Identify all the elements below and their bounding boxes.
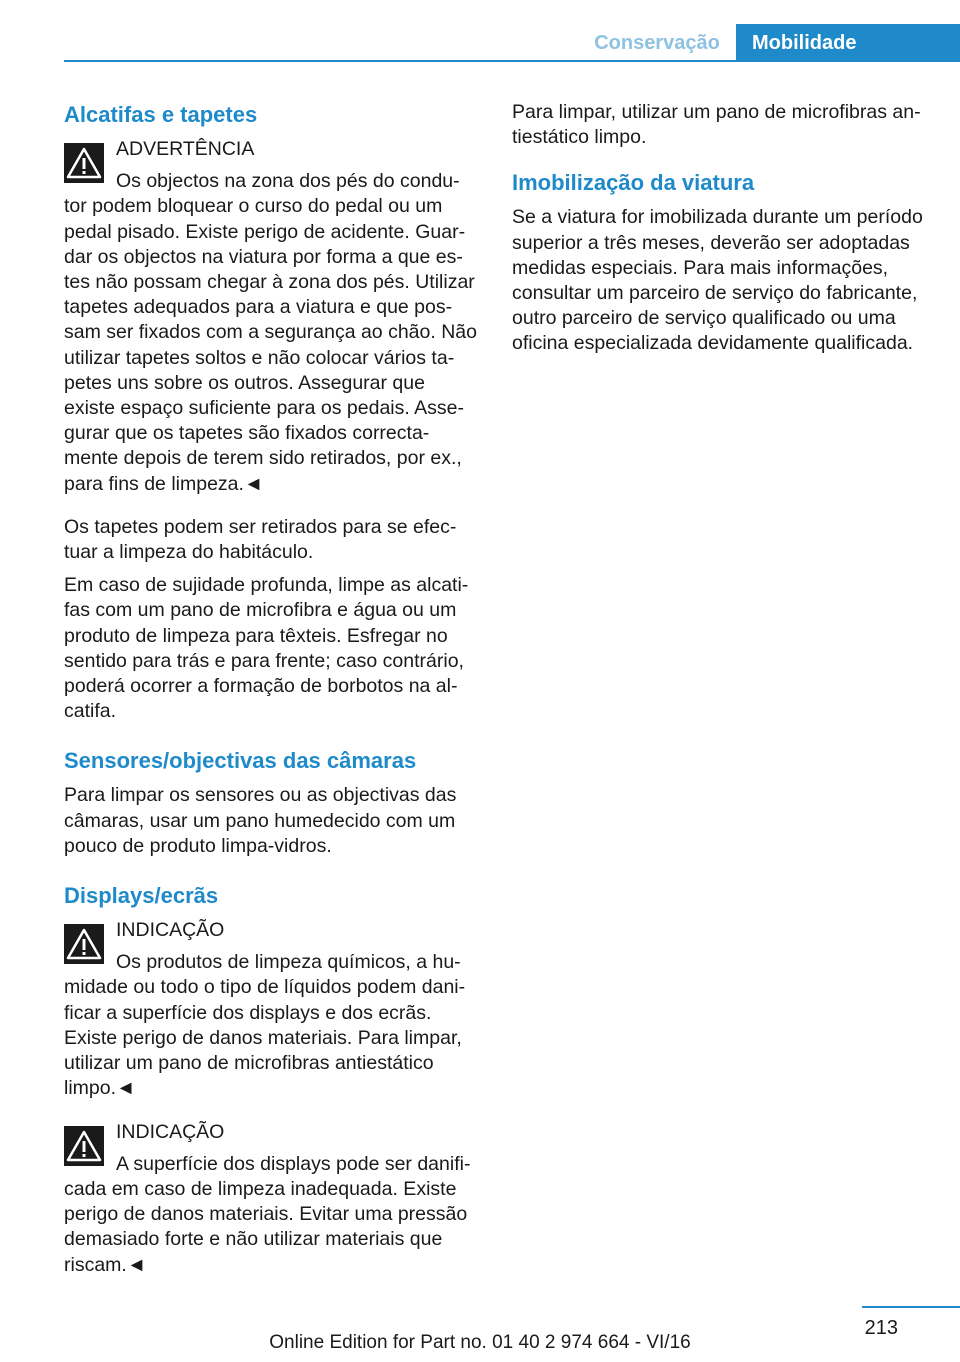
carpets-paragraph-1: Os tapetes podem ser retirados para se efec-tuar a limpeza do habitáculo.	[64, 515, 457, 564]
storage-paragraph: Se a viatura for imobilizada durante um período superior a três meses, deverão ser adoptadas medidas especiais. Para mais informações, consultar um parceiro de serviço do fabricante, outro parceiro de serviço qualificado ou uma oficina especializada devidamente qualificada.	[512, 206, 923, 355]
heading-displays: Displays/ecrãs	[64, 883, 219, 909]
heading-storage: Imobilização da viatura	[512, 170, 755, 196]
note-text-1: Os produtos de limpeza químicos, a hu-midade ou todo o tipo de líquidos podem dani-ficar a superfície dos displays e dos ecrãs. Existe perigo de danos materiais. Para limpar, utilizar um pano de microfibras antiestático limpo.◄	[64, 951, 466, 1100]
warning-block	[64, 137, 480, 162]
note-text-2: A superfície dos displays pode ser danifi-cada em caso de limpeza inadequada. Existe perigo de danos materiais. Evitar uma pressão demasiado forte e não utilizar materiais que riscam.◄	[64, 1152, 471, 1276]
note-title-2: INDICAÇÃO	[116, 1120, 225, 1143]
page-number: 213	[864, 1317, 898, 1339]
warning-icon	[64, 143, 104, 183]
footer-rule	[862, 1306, 960, 1308]
section-carpets	[64, 100, 480, 724]
warning-title: ADVERTÊNCIA	[116, 138, 255, 160]
sensors-paragraph: Para limpar os sensores ou as objectivas das câmaras, usar um pano humedecido com um pouco de produto limpa-vidros.	[64, 784, 457, 857]
heading-sensors: Sensores/objectivas das câmaras	[64, 748, 417, 774]
warning-icon	[64, 924, 104, 964]
heading-carpets: Alcatifas e tapetes	[64, 102, 258, 127]
section-storage	[512, 168, 932, 356]
displays-continued-paragraph: Para limpar, utilizar um pano de microfibras an-tiestático limpo.	[512, 101, 921, 149]
section-displays	[64, 881, 480, 1278]
warning-text: Os objectos na zona dos pés do condu-tor podem bloquear o curso do pedal ou um pedal pisado. Existe perigo de acidente. Guar-dar os objectos na viatura por forma a que es-tes não possam chegar à zona dos pés. Utilizar tapetes adequados para a viatura e que pos-sam ser fixados com a segurança ao chão. Não utilizar tapetes soltos e não colocar vários ta-petes uns sobre os outros. Assegurar que existe espaço suficiente para os pedais. Asse-gurar que os tapetes são fixados correcta-mente depois de terem sido retirados, por ex., para fins de limpeza.◄	[64, 170, 477, 495]
edition-footer: Online Edition for Part no. 01 40 2 974 664 - VI/16	[269, 1332, 691, 1353]
carpets-paragraph-2: Em caso de sujidade profunda, limpe as alcati-fas com um pano de microfibra e água ou um produto de limpeza para têxteis. Esfregar no sentido para trás e para frente; caso contrário, poderá ocorrer a formação de borbotos na al-catifa.	[64, 574, 469, 723]
note-title-1: INDICAÇÃO	[116, 919, 225, 942]
left-column	[64, 100, 480, 1296]
tab-mobilidade[interactable]: Mobilidade	[736, 24, 960, 62]
section-sensors	[64, 746, 480, 859]
warning-icon	[64, 1126, 104, 1166]
note-block-2	[64, 1120, 480, 1145]
note-block-1	[64, 918, 480, 943]
right-column	[512, 100, 932, 365]
tab-conservacao[interactable]: Conservação	[594, 32, 720, 54]
